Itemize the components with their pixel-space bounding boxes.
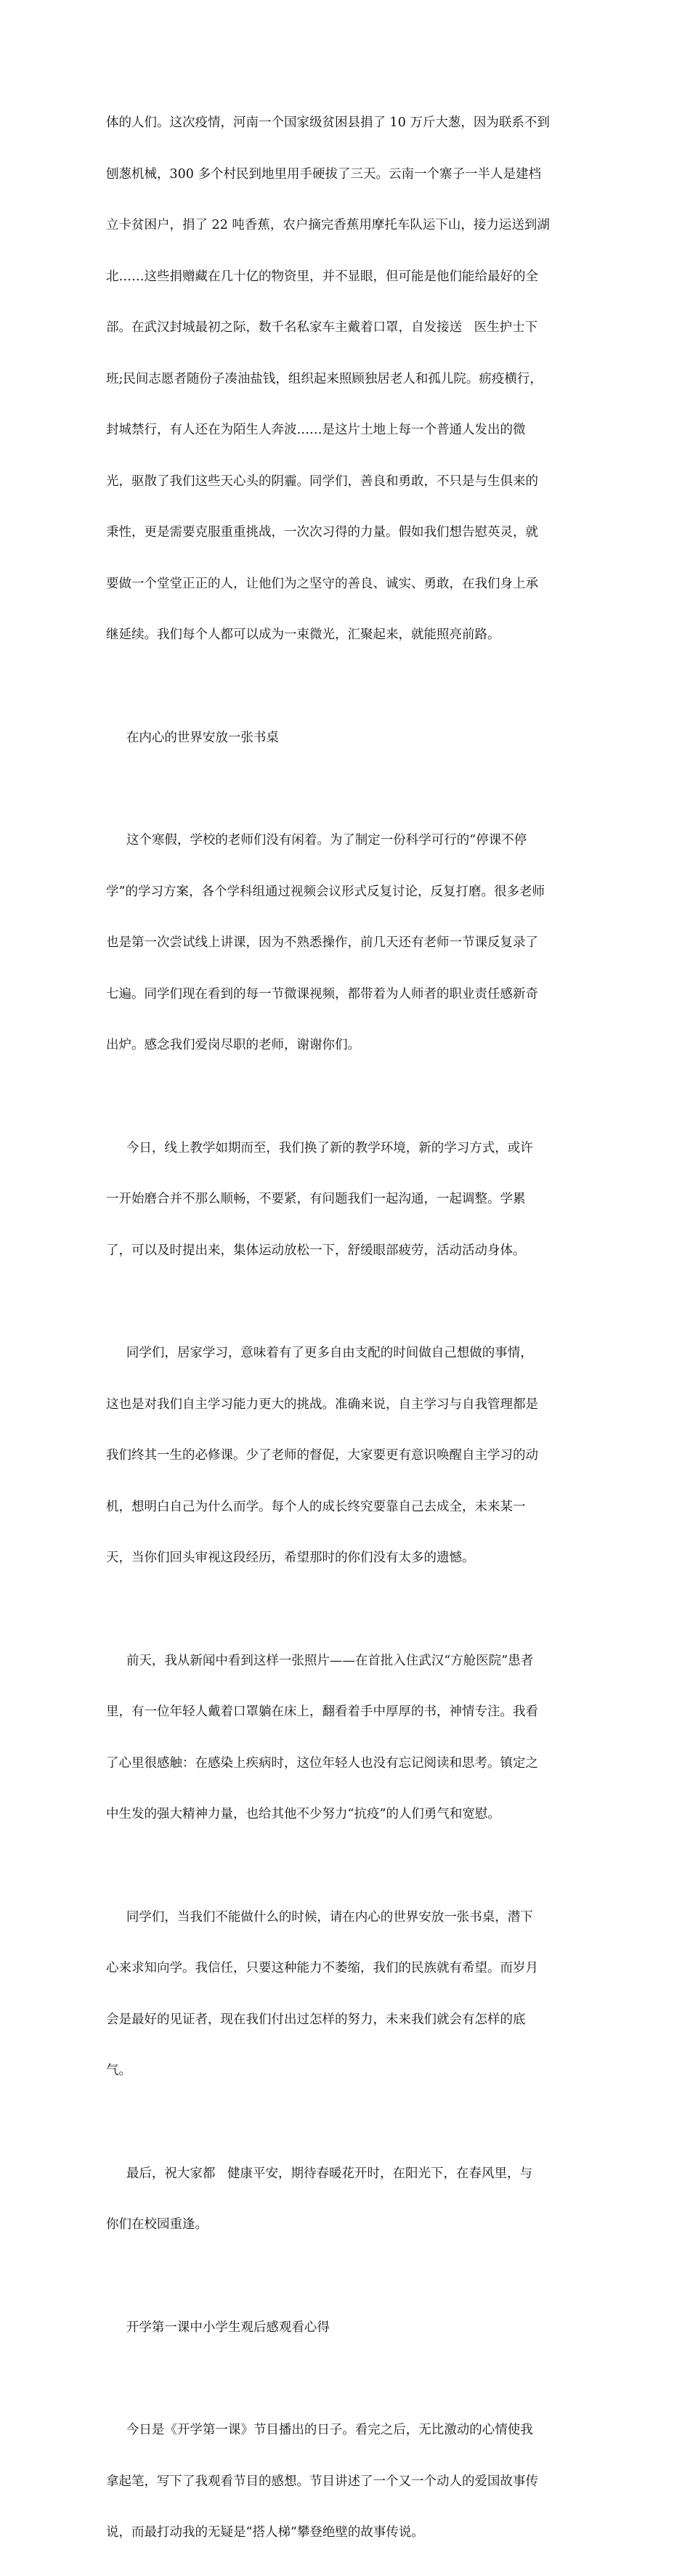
text-line: 也是第一次尝试线上讲课，因为不熟悉操作，前几天还有老师一节课反复录了 (106, 935, 538, 950)
paragraph-spacer (106, 1089, 585, 1106)
text-line: 心来求知向学。我信任，只要这种能力不萎缩，我们的民族就有希望。而岁月 (106, 1961, 538, 1975)
text-line: 这也是对我们自主学习能力更大的挑战。准确来说，自主学习与自我管理都是 (106, 1397, 538, 1412)
text-line: 拿起笔，写下了我观看节目的感想。节目讲述了一个又一个动人的爱国故事传 (106, 2474, 538, 2489)
body-paragraph (106, 1875, 585, 2114)
text-line: 光，驱散了我们这些天心头的阴霾。同学们，善良和勇敢，不只是与生俱来的 (106, 474, 538, 489)
paragraph-spacer (106, 1601, 585, 1619)
text-line: 最后，祝大家都 健康平安，期待春暖花开时，在阳光下，在春风里，与 (106, 2166, 532, 2181)
text-line: 班;民间志愿者随份子凑油盐钱，组织起来照顾独居老人和孤儿院。疬疫横行， (106, 371, 543, 386)
text-line: 前天，我从新闻中看到这样一张照片——在首批入住武汉“方舱医院”患者 (106, 1653, 534, 1668)
text-line: 体的人们。这次疫情，河南一个国家级贫困县捐了 10 万斤大葱，因为联系不到 (106, 115, 550, 130)
text-line: 秉性，更是需要克服重重挑战，一次次习得的力量。假如我们想告慰英灵，就 (106, 525, 538, 540)
text-line: 中生发的强大精神力量，也给其他不少努力“抗疫”的人们勇气和宽慰。 (106, 1807, 500, 1821)
text-line: 里，有一位年轻人戴着口罩躺在床上，翻看着手中厚厚的书，神情专注。我看 (106, 1705, 538, 1719)
text-line: 出炉。感念我们爱岗尽职的老师，谢谢你们。 (106, 1038, 360, 1052)
text-line: 同学们，当我们不能做什么的时候，请在内心的世界安放一张书桌，潜下 (106, 1909, 533, 1925)
paragraph-spacer (106, 2268, 585, 2286)
section-heading (106, 696, 585, 781)
text-line: 一开始磨合并不那么顺畅，不要紧，有问题我们一起沟通，一起调整。学累 (106, 1192, 526, 1206)
text-line: 气。 (106, 2063, 131, 2078)
document-page (106, 81, 585, 2576)
text-line: 今日是《开学第一课》节目播出的日子。看完之后，无比激动的心情使我 (106, 2423, 533, 2437)
text-line: 今日，线上教学如期而至，我们换了新的教学环境，新的学习方式，或许 (106, 1140, 533, 1155)
heading-line: 在内心的世界安放一张书桌 (106, 730, 279, 745)
text-line: 学”的学习方案，各个学科组通过视频会议形式反复讨论，反复打磨。很多老师 (106, 884, 545, 899)
text-line: 了，可以及时提出来，集体运动放松一下，舒缓眼部疲劳，活动活动身体。 (106, 1243, 526, 1258)
paragraph-spacer (106, 1858, 585, 1875)
text-line: 部。在武汉封城最初之际，数千名私家车主戴着口罩，自发接送 医生护士下 (106, 320, 538, 335)
paragraph-spacer (106, 781, 585, 798)
body-paragraph (106, 798, 585, 1089)
text-line: 了心里很感触：在感染上疾病时，这位年轻人也没有忘记阅读和思考。镇定之 (106, 1755, 538, 1771)
body-paragraph (106, 2388, 585, 2576)
text-line: 会是最好的见证者，现在我们付出过怎样的努力，未来我们就会有怎样的底 (106, 2012, 526, 2027)
paragraph-spacer (106, 2114, 585, 2132)
text-line: 继延续。我们每个人都可以成为一束微光，汇聚起来，就能照亮前路。 (106, 627, 500, 642)
text-line: 天，当你们回头审视这段经历，希望那时的你们没有太多的遗憾。 (106, 1551, 475, 1565)
text-line: 刨葱机械，300 多个村民到地里用手硬拔了三天。云南一个寨子一半人是建档 (106, 166, 541, 182)
section-heading (106, 2286, 585, 2371)
text-line: 同学们，居家学习，意味着有了更多自由支配的时间做自己想做的事情， (106, 1346, 533, 1360)
body-paragraph (106, 2132, 585, 2268)
paragraph-spacer (106, 2370, 585, 2388)
body-paragraph (106, 81, 585, 678)
paragraph-spacer (106, 678, 585, 696)
text-line: 机，想明白自己为什么而学。每个人的成长终究要靠自己去成全，未来某一 (106, 1499, 526, 1514)
text-line: 我们终其一生的必修课。少了老师的督促，大家要更有意识唤醒自主学习的动 (106, 1448, 538, 1463)
text-line: 立卡贫困户，捐了 22 吨香蕉，农户摘完香蕉用摩托车队运下山，接力运送到湖 (106, 218, 550, 232)
body-paragraph (106, 1106, 585, 1294)
text-line: 这个寒假，学校的老师们没有闲着。为了制定一份科学可行的“停课不停 (106, 833, 527, 848)
heading-line: 开学第一课中小学生观后感观看心得 (106, 2320, 330, 2335)
paragraph-spacer (106, 1293, 585, 1311)
body-paragraph (106, 1311, 585, 1601)
text-line: 七遍。同学们现在看到的每一节微课视频，都带着为人师者的职业责任感新奇 (106, 986, 538, 1001)
text-line: 要做一个堂堂正正的人，让他们为之坚守的善良、诚实、勇敢，在我们身上承 (106, 576, 538, 591)
text-line: 说，而最打动我的无疑是“搭人梯”攀登绝壁的故事传说。 (106, 2525, 424, 2540)
text-line: 北……这些捐赠藏在几十亿的物资里，并不显眼，但可能是他们能给最好的全 (106, 269, 538, 284)
text-line: 你们在校园重逢。 (106, 2217, 208, 2232)
text-line: 封城禁行，有人还在为陌生人奔波……是这片土地上每一个普通人发出的微 (106, 423, 526, 437)
body-paragraph (106, 1619, 585, 1858)
